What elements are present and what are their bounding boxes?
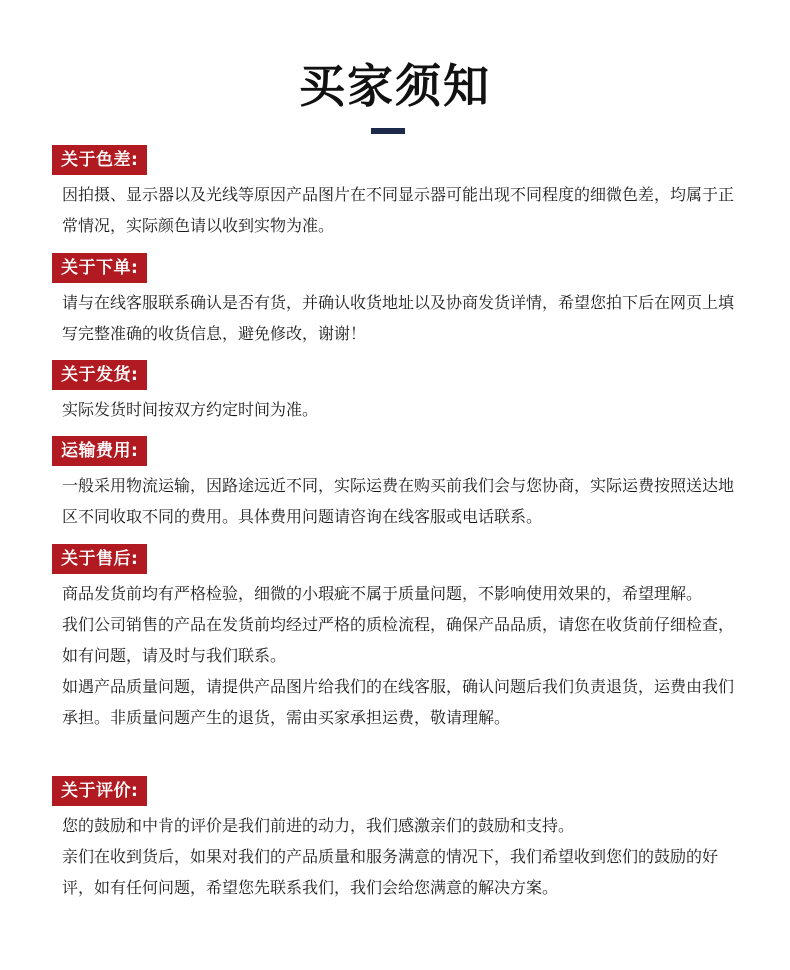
- section-shipping: [52, 360, 742, 425]
- section-paragraph: 亲们在收到货后，如果对我们的产品质量和服务满意的情况下，我们希望收到您们的鼓励的好评，如有任何问题，希望您先联系我们，我们会给您满意的解决方案。: [62, 847, 719, 897]
- section-paragraph: 请与在线客服联系确认是否有货，并确认收货地址以及协商发货详情，希望您拍下后在网页上填写完整准确的收货信息，避免修改，谢谢！: [62, 293, 735, 343]
- section-label: 关于色差:: [52, 145, 147, 175]
- section-paragraph: 实际发货时间按双方约定时间为准。: [62, 400, 319, 419]
- section-label: 关于下单:: [52, 253, 147, 283]
- section-reviews: [52, 776, 742, 903]
- section-label: 关于发货:: [52, 360, 147, 390]
- title-underline: [371, 128, 405, 134]
- section-paragraph: 一般采用物流运输，因路途远近不同，实际运费在购买前我们会与您协商，实际运费按照送达地区不同收取不同的费用。具体费用问题请咨询在线客服或电话联系。: [62, 476, 735, 526]
- section-paragraph: 如遇产品质量问题，请提供产品图片给我们的在线客服，确认问题后我们负责退货，运费由我们承担。非质量问题产生的退货，需由买家承担运费，敬请理解。: [62, 677, 735, 727]
- section-after-sales: [52, 544, 742, 733]
- page-title: 买家须知: [299, 59, 491, 113]
- section-label: 关于评价:: [52, 776, 147, 806]
- section-paragraph: 您的鼓励和中肯的评价是我们前进的动力，我们感激亲们的鼓励和支持。: [62, 816, 575, 835]
- section-paragraph: 商品发货前均有严格检验，细微的小瑕疵不属于质量问题，不影响使用效果的，希望理解。: [62, 584, 703, 603]
- section-paragraph: 因拍摄、显示器以及光线等原因产品图片在不同显示器可能出现不同程度的细微色差，均属于正常情况，实际颜色请以收到实物为准。: [62, 185, 735, 235]
- section-label: 运输费用:: [52, 436, 147, 466]
- section-paragraph: 我们公司销售的产品在发货前均经过严格的质检流程，确保产品品质，请您在收货前仔细检查，如有问题，请及时与我们联系。: [62, 615, 735, 665]
- section-label: 关于售后:: [52, 544, 147, 574]
- section-freight: [52, 436, 742, 532]
- section-ordering: [52, 253, 742, 349]
- section-color-difference: [52, 145, 742, 241]
